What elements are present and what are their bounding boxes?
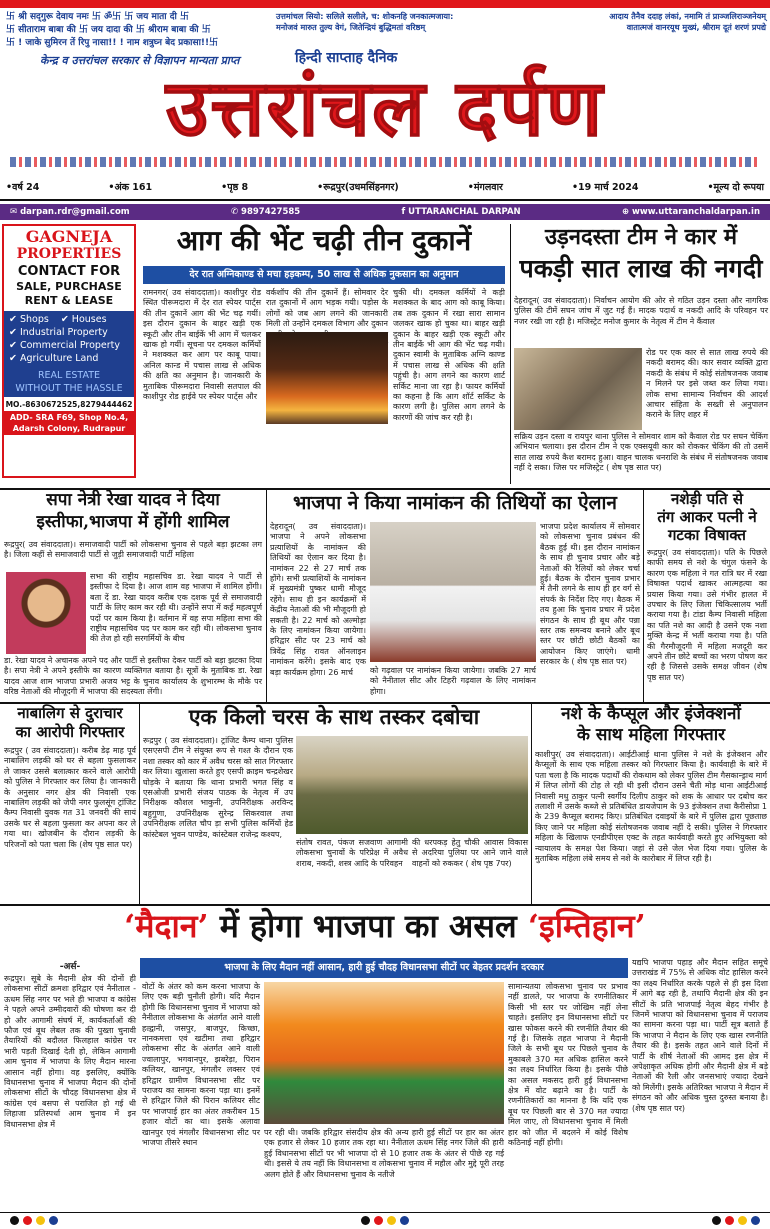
story1-col1: रामनगर( उव संवाददाता)। काशीपुर रोड स्थित पीरूमदारा में देर रात स्पेयर पार्ट्स की तीन दुकानें आग की भेंट चढ़ गयीं। इस दौरान दुकान के बाहर खड़ी एक स्कूटी और तीन बाईकें भी आग में चलकर खाक हो गयीं। सूचना पर दमकल कर्मियों ने मशक्कत कर आग पर काबू पाया। अनिल कान्ड में पचास लाख से अधिक की क्षति का अनुमान है। जानकारी के मुताबिक पीरूमदारा निवासी सतपाल की काशीपुर रोड हाईवे पर स्पेयर पार्ट्स और [143, 288, 261, 402]
story2-headline-2: पकड़ी सात लाख की नगदी [519, 254, 763, 283]
police-arrest-photo [296, 736, 528, 834]
ad-estate-1: REAL ESTATE [37, 370, 101, 381]
ad-estate-2: WITHOUT THE HASSLE [15, 383, 123, 394]
story9-col4: सामान्यतया लोकसभा चुनाव पर प्रभाव नहीं डालते, पर भाजपा के रणनीतिकार किसी भी स्तर पर जोखिम नहीं लेना चाहते। इसलिए इन विधानसभा सीटों पर खास फोकस करने की रणनीति तैयार की गई है। जिसके तहत भाजपा ने मैदानी जिले के सभी बूथ पर पिछले चुनाव के मुकाबले 370 मत अधिक हासिल करने का लक्ष्य निर्धारित किया है। इसके पीछे का असल मकसद हारी हुई विधानसभा क्षेत्र में वोट बढ़ाने का है। पार्टी के रणनीतिकारों का मानना है कि यदि एक बूथ पर पिछली बार से 370 मत ज्यादा मिल जाए, तो विधानसभा चुनाव में मिली हार को जीत में बदलने में कोई विशेष कठिनाई नहीं होगी। [508, 982, 628, 1148]
story6-text: रूद्रपुर ( उव संवाददाता)। करीब डेढ़ माह पूर्व नाबालिग लड़की को घर से बहला फुसलाकर ले जाकर उससे बलात्कार करने वाले आरोपी को पुलिस ने गिरफ्तार कर लिया है। जानकारी के अनुसार नगर क्षेत्र की निवासी एक नाबालिग लड़की को जेपी नगर फुलसूंग ट्रांजिट कैम्प निवासी युवक गत 31 जनवरी की सायं उसके घर से बहला फुसला कर अपना कर ले गया था। खोजबीन के दौरान लड़की के परिजनों को पता चला कि (शेष पृष्ठ सात पर) [4, 746, 136, 849]
story4-col3: भाजपा प्रदेश कार्यालय में सोमवार को लोकसभा चुनाव प्रबंधन की बैठक हुई थी। इस दौरान नामांकन के साथ ही चुनाव प्रचार और बड़े नेताओं की रैलियों को लेकर चर्चा हुई। बैठक के दौरान चुनाव प्रभार में तैनी लगने के साथ ही हर वर्ग से संपर्क के निर्देश दिए गए। बैठक में तय हुआ कि चुनाव प्रचार में प्रदेश संगठन के साथ ही बूथ और पन्ना स्तर तक समन्वय बनाने और बूथ स्तर पर छोटी छोटी बैठकों का आयोजन किए जाएंगे। धामी सरकार के ( शेष पृष्ठ सात पर) [540, 522, 640, 667]
story6-headline-1: नाबालिग से दुराचार [17, 704, 123, 722]
story1-col2: वर्कशॉप की तीन दुकानें हैं। सोमवार देर रात दुकानों में आग भड़क गयी। पड़ोस के लोगों को जब आग लगने की जानकारी मिली तो उन्होंने दमकल विभाग और दुकान [266, 288, 388, 329]
headline-middle: में होगा भाजपा का असल [208, 907, 528, 945]
story2-text-1: देहरादून( उव संवाददाता)। निर्वाचन आयोग की ओर से गठित उड़न दस्ता और नागरिक पुलिस की टीमें सघन जांच में जुट गई हैं। मादक पदार्थ व नकदी आदि के परिवहन पर नजर रखी जा रही है। मजिस्ट्रेट मनोज कुमार के नेतृत्व में टीम ने कैंवाल [514, 296, 768, 326]
ad-title-2: PROPERTIES [16, 246, 122, 262]
sloka-right-line-3: मनोजवं मारुत तुल्य वेगं, जितेन्द्रियं बुद्धिमतां वरिष्ठम् [276, 23, 426, 32]
story3-headline-1: सपा नेत्री रेखा यादव ने दिया [46, 490, 220, 510]
sloka-left-line-2: 卐 सीताराम बाबा की 卐 जय दादा की 卐 श्रीराम बाबा की 卐 [6, 25, 211, 35]
info-rule [0, 199, 770, 201]
page-bottom-border [0, 1212, 770, 1226]
website-text: www.uttaranchaldarpan.in [632, 207, 760, 217]
ad-list [4, 311, 134, 397]
contact-bar [0, 204, 770, 220]
story9-col2: वोटों के अंतर को कम करना भाजपा के लिए एक बड़ी चुनौती होगी। यदि मैदान होगी कि विधानसभा चुनाव में भाजपा को नैनीताल लोकसभा के अंतर्गत आने वाली हल्द्वानी, जसपुर, बाजपुर, किच्छा, नानकमत्ता एवं खटीमा तथा हरिद्वार लोकसभा सीट के अंतर्गत आने वाली ज्वालापुर, भगवानपुर, झबरेड़ा, पिरान कलियर, खानपुर, मंगलौर लक्सर एवं हरिद्वार ग्रामीण विधानसभा सीट पर पराजय का सामना करना पड़ा था। इनमें से हरिद्वार जिले की पिरान कलियर सीट पर भाजपाई हार का अंतर तकरीबन 15 हजार वोटों का था। इसके अलावा खानपुर एवं मंगलौर विधानसभा सीट पर भाजपा तीसरे स्थान [142, 982, 260, 1148]
story9-col3: पर रही थी। जबकि हरिद्वार संसदीय क्षेत्र की अन्य हारी हुई सीटों पर हार का अंतर एक हजार से लेकर 10 हजार तक रहा था। नैनीताल ऊधम सिंह नगर जिले की हारी हुई विधानसभा सीटों पर भी भाजपा दो से 10 हजार तक के अंतर से पीछे रह गई थी। इससे ये तय नहीं कि विधानसभा व लोकसभा चुनाव में महौल और मुद्दे पूरी तरह अलग होते हैं और विधानसभा चुनाव के नतीजे [264, 1128, 504, 1179]
mail-icon: ✉ [10, 207, 21, 217]
bjp-leaders-photo [370, 522, 536, 662]
info-bar [0, 180, 770, 196]
story3-headline-2: इस्तीफा,भाजपा में होंगी शामिल [36, 512, 230, 532]
info-place: •रूद्रपुर(उधमसिंहनगर) [317, 182, 399, 193]
color-registration-marks [8, 1210, 60, 1229]
story1-col2b [266, 430, 388, 484]
sloka-left-line-1: 卐 श्री सद्‌गुरू देवाय नमः 卐 ॐ卐 卐 जय माता दी 卐 [6, 12, 190, 22]
bjp-rally-photo [264, 982, 504, 1124]
info-issue: •अंक 161 [108, 182, 153, 193]
phone-text: 9897427585 [241, 207, 301, 217]
fire-photo [266, 332, 388, 424]
story7-col2: संतोष रावत, पंकज सजवाण आगामी लोकसभा चुनावों के परिप्रेक्ष में अवैध शराब, नकदी, शस्त्र आदि के परिवहन [296, 838, 408, 868]
story5-text: रूद्रपुर( उव संवाददाता)। पति के पिछले काफी समय से नशे के चंगुल फंसने के कारण एक महिला ने गत रात्रि घर में रखा विषाक्त पदार्थ खाकर आत्महत्या का प्रयास किया गया। उसे गंभीर हालत में उपचार के लिए जिला चिकित्सालय भर्ती कराया गया है। टांडा कैम्प निवासी महिला का पति नशे का आदी है उसने एक नशा मुक्ति केन्द्र में भर्ती कराया गया है। पति की गैरमौजूदगी में महिला मजदूरी कर अपने तीन छोटे बच्चों का भरण पोषण कर रही है जिससे उसके समक्ष जीवन (शेष पृष्ठ सात पर) [647, 548, 767, 682]
story4-col1: देहरादून( उव संवाददाता)। भाजपा ने अपने लोकसभा प्रत्याशियों के नामांकन की तिथियों का ऐलान कर दिया है। नामांकन 22 से 27 मार्च तक होंगे। सभी प्रत्याशियों के नामांकन में मुख्यमंत्री पुष्कर धामी मौजूद रहेंगे। साथ ही इन कार्यक्रमों में केंद्रीय नेताओं की भी मौजूदगी हो सकती है। 22 मार्च को अल्मोड़ा के लिए नामांकन किया जायेगा। हरिद्वार सीट पर 23 मार्च को त्रिवेंद्र सिंह रावत ऑनलाइन नामांकन करेंगे। इसके बाद एक बड़ा कार्यक्रम होगा। 26 मार्च [270, 522, 366, 677]
facebook-icon: f [401, 207, 409, 217]
col-divider [266, 490, 267, 702]
ad-item: ✔ Shops [9, 314, 49, 325]
story8-headline-2: के साथ महिला गिरफ्तार [576, 725, 726, 745]
story5-headline-3: गटका विषाक्त [667, 526, 746, 544]
info-day: •मंगलवार [467, 182, 503, 193]
col-divider [510, 224, 511, 484]
col-divider [139, 704, 140, 904]
story3-text-3: डा. रेखा यादव ने अचानक अपने पद और पार्टी से इस्तीफा देकर पार्टी को बड़ा झटका दिया है। सपा नेत्री ने अपने इस्तीफे का कारण व्यक्तिगत बताया है। सूत्रों के मुताबिक डा. रेखा यादव आज शाम भाजपा प्रभारी अजय भट्ट के चुनाव कार्यालय के शुभारम्भ के मौके पर वरिष्ठ नेताओं की मौजूदगी में भाजपा की सदस्यता लेंगी। [4, 656, 262, 697]
story4-col2: को गढ़वाल पर नामांकन किया जायेगा। जबकि 27 मार्च को नैनीताल सीट और टिहरी गढ़वाल के लिए नामांकन होगा। [370, 666, 536, 696]
masthead-title: उत्तरांचल दर्पण [165, 63, 605, 154]
cash-photo [514, 348, 642, 430]
headline-quote-imtihan: ‘इम्तिहान’ [527, 907, 646, 945]
story1-col3: चुकी थी। दमकल कर्मियों ने कड़ी मशक्कत के बाद आग को काबू किया। तब तक दुकान में रखा सारा सामान जलकर खाक हो चुका था। बाहर खड़ी दुकान के बाहर खड़ी एक स्कूटी और तीन बाईकें भी आग की भेंट चढ़ गयी। दुकान स्वामी के मुताबिक अग्नि काण्ड में पचास लाख से अधिक की क्षति पहुंची है। आग लगने का कारण शार्ट सर्किट माना जा रहा है। फायर कर्मियों का कहना है कि आग शॉर्ट सर्किट के कारण लगी है। पुलिस आग लगने के कारणों की जांच कर रही है। [393, 288, 505, 422]
story1-headline: आग की भेंट चढ़ी तीन दुकानें [176, 224, 472, 257]
masthead-ornament [10, 157, 760, 167]
ad-line-1: SALE, PURCHASE [16, 280, 122, 293]
ad-item: ✔ Industrial Property [9, 327, 108, 338]
story5-headline-2: तंग आकर पत्नी ने [657, 508, 757, 526]
story9-headline [0, 907, 770, 945]
ad-item: ✔ Agriculture Land [9, 353, 99, 364]
sloka-right-line-4: वातात्मजं वानरयूथ मुख्यं, श्रीराम दूतं शरणं प्रपद्ये [626, 23, 766, 32]
email-contact[interactable] [10, 207, 130, 217]
ad-line-2: RENT & LEASE [24, 294, 114, 307]
color-registration-marks [359, 1210, 411, 1229]
info-date: •19 मार्च 2024 [571, 182, 639, 193]
ad-item: ✔ Houses [60, 314, 107, 325]
sloka-left [6, 11, 266, 50]
ad-mobile: MO.-8630672525,8279444462 [5, 400, 133, 409]
story9-byline: -अर्स- [59, 962, 81, 972]
globe-icon: ⊕ [621, 207, 633, 217]
story1-subhead: देर रात अग्निकाण्ड से मचा हड़कम्प, 50 लाख से अधिक नुकसान का अनुमान [143, 266, 505, 284]
email-text: darpan.rdr@gmail.com [20, 207, 130, 217]
sloka-right [276, 11, 766, 33]
ad-address-2: Adarsh Colony, Rudrapur [12, 424, 126, 433]
info-pages: •पृष्ठ 8 [221, 182, 249, 193]
ad-address [4, 411, 134, 435]
tagline-left: केन्द्र व उत्तरांचल सरकार से विज्ञापन मान्यता प्राप्त [40, 54, 240, 67]
ad-address-1: ADD- SRA F69, Shop No.4, [9, 413, 129, 422]
story8-headline-1: नशे के कैप्सूल और इंजेक्शनों [561, 704, 741, 724]
story9-col5: यद्यपि भाजपा पहाड़ और मैदान सहित समूचे उत्तराखंड में 75% से अधिक वोट हासिल करने का लक्ष्य निर्धारित करके पहले से ही इस दिशा में आगे बढ़ रही है, तथापि मैदानी क्षेत्र की इन सीटों के प्रति भाजपाई नेतृत्व बेहद गंभीर है जिनमें भाजपा को विधानसभा चुनाव में पराजय का सामना करना पड़ा था। पार्टी सूत्र बताते हैं कि भाजपा ने मैदान के लिए एक खास रणनीति तैयार की है। इसके तहत आने वाले दिनों में पार्टी के शीर्ष नेताओं की आमद इस क्षेत्र में अपेक्षाकृत अधिक होगी और मैदानी क्षेत्र में बड़े नेताओं की रैली और जनसभाएं ज्यादा देखने को मिलेंगी। इसके अतिरिक्त भाजपा ने मैदान में संगठन को और अधिक चुस्त दुरुस्त बनाया है। (शेष पृष्ठ सात पर) [632, 958, 768, 1113]
ad-title-1: GAGNEJA [25, 227, 113, 246]
row-divider [0, 904, 770, 906]
story9-col1: रूद्रपुर। सूबे के मैदानी क्षेत्र की दोनों ही लोकसभा सीटों क्रमशः हरिद्वार एवं नैनीताल - ऊधम सिंह नगर पर भले ही भाजपा व कांग्रेस ने पहले अपने उम्मीदवारों की घोषणा कर दी हो और आगामी संघर्ष में, कार्यकर्ताओं की फौज एवं बूथ लेबल तक की पुख्ता चुनावी तैयारियों की बदौलत फिलहाल कांग्रेस पर भारी पड़ती दिखाई देती हो, लेकिन आगामी आम चुनाव में भाजपा के लिए मैदान मारना आसान नहीं होगा। वह इसलिए, क्योंकि विधानसभा चुनाव में भाजपा मैदान की दोनों लोकसभा सीटों के चौदह विधानसभा क्षेत्र में कांग्रेस एवं बसपा से पराजित हो गई थी लिहाजा प्रतिस्पर्धा आम चुनाव में इन विधानसभा क्षेत्र में [4, 974, 136, 1129]
website-contact[interactable] [622, 207, 760, 217]
sloka-left-line-3: 卐 ! जाके सुमिरन तें रिपु नासा!! ! नाम शत्रुघ्न बेद प्रकासा!!卐 [6, 38, 219, 48]
story2-text-2: रोड पर एक कार से सात लाख रुपये की नकदी बरामद की। कार सवार व्यक्ति द्वारा नकदी के संबंध में कोई संतोषजनक जवाब न मिलने पर इसे जब्त कर लिया गया। लोक सभा सामान्य निर्वाचन की आदर्श आचार संहिता के सख्ती से अनुपालन कराने के लिए शहर में [646, 348, 768, 420]
story2-text-3: सक्रिय उड़न दस्ता व रायपुर थाना पुलिस ने सोमवार शाम को कैवाल रोड पर सघन चेकिंग अभियान चलाया। इस दौरान टीम ने एक एक्सयूवी कार को रोककर चेकिंग की तो उसमें सात लाख रुपये कैश बरामद हुआ। वाहन चालक धनराशि के संबंध में संतोषजनक जवाब नहीं दे सका। जिस पर मजिस्ट्रेट ( शेष पृष्ठ सात पर) [514, 432, 768, 473]
story4-headline: भाजपा ने किया नामांकन की तिथियों का ऐलान [293, 492, 617, 514]
whatsapp-icon: ✆ [230, 207, 242, 217]
ad-item: ✔ Commercial Property [9, 340, 121, 351]
headline-quote-maidan: ‘मैदान’ [124, 907, 209, 945]
story5-headline-1: नशेड़ी पति से [671, 490, 743, 508]
property-ad [2, 224, 136, 478]
story3-text-1: रूद्रपुर( उव संवाददाता)। समाजवादी पार्टी को लोकसभा चुनाव से पहले बड़ा झटका लग है। जिला कहीं से समाजवादी पार्टी से जुड़ी समाजवादी पार्टी महिला [4, 540, 262, 560]
ad-contact: CONTACT FOR [17, 264, 121, 279]
story3-text-2: सभा की राष्ट्रीय महासचिव डा. रेखा यादव ने पार्टी से इस्तीफा दे दिया है। आज शाम वह भाजपा में शामिल होंगी। बता दें डा. रेखा यादव करीब एक दशक पूर्व से समाजवादी पार्टी के लिए काम कर रही थी। उन्होंने सपा में कई महत्वपूर्ण पदों पर काम किया है। वर्तमान में वह सपा महिला सभा की राष्ट्रीय महासचिव पद पर काम कर रही थी। लोकसभा चुनाव की तेज हो रही सरगर्मियों के बीच [90, 572, 262, 644]
tagline-right: हिन्दी साप्ताह दैनिक [295, 50, 398, 66]
facebook-contact[interactable] [402, 207, 521, 217]
info-price: •मूल्य दो रूपया [707, 182, 764, 193]
info-year: •वर्ष 24 [6, 182, 40, 193]
sloka-right-line-1: उत्तमांचल सियो: सलिले सलीले, च: शोकनहि जनकात्मजाया: [276, 12, 454, 21]
story2-headline-1: उड़नदस्ता टीम ने कार में [544, 224, 738, 250]
col-divider [531, 704, 532, 904]
story7-col1: रूद्रपुर ( उव संवाददाता)। ट्रांजिट कैम्प थाना पुलिस एसएसपी टीम ने संयुक्त रूप से गश्त के दौरान एक नशा तस्कर को कार में अवैध चरस को सात गिरफ्तार कर लिया। खुलासा करते हुए एसपी क्राइम चन्द्रशेखर घोड़के ने बताया कि थाना प्रभारी भगत सिंह व एसओजी प्रभारी संजय पाठक के नेतृत्व में उप निरीक्षक कौशल भाकुनी, उपनिरीक्षक अरविन्द बहुगुणा, उपनिरीक्षक सुरेन्द्र सिकरवाल तथा उपनिरीक्षक ललित चौप ड़ा सभी पुलिस कर्मियों हेड कांस्टेबल भुवन पाण्डेय, कांस्टेबल राजेन्द्र कश्यप, [143, 736, 293, 839]
page-top-border [0, 0, 770, 8]
facebook-text: UTTARANCHAL DARPAN [408, 207, 521, 217]
story8-text: काशीपुर( उव संवाददाता)। आईटीआई थाना पुलिस ने नशे के इंजेक्शन और कैप्सूलों के साथ एक महिला तस्कर को गिरफ्तार किया है। कार्यवाही के बारे में पता चला है कि मादक पदार्थों की रोकथाम को लेकर पुलिस टीम गैसकान्ड्राथ मार्ग में लिप्त लोगों की टोह ले रही थी इसी दौरान उसने चैती मोड़ थाना आईटीआई निवासी मधु ठाकुर पत्नी स्वर्गीय दिलीप ठाकुर को शक के आधार पर दबोच कर तलाशी में उसके कब्जे से प्रतिबंधित डायजेपाम के 93 इंजेक्शन तथा कैरीसोप्रा 1 के 239 कैप्सूल बरामद किए। प्रतिबंधित दवाइयों के बारे में पुलिस द्वारा पूछताछ किए जाने पर महिला कोई संतोषजनक जवाब नहीं दे सकी। पुलिस ने गिरफ्तार महिला के खिलाफ एनडीपीएस एक्ट के तहत कार्यवाही करते हुए अभियुक्ता को न्यायालय के समक्ष पेश किया। जहां से उसे जेल भेज दिया गया। पुलिस के मुताबिक महिला लंबे समय से नशे के कारोबार में लिप्त रही है। [535, 750, 767, 864]
story6-headline-2: का आरोपी गिरफ्तार [15, 723, 125, 741]
story7-col3: की धरपकड़ हेतु चौकी आवास विकास से अदरिया पुलिया पर आने जाने वाले वाहनों को रुककर ( शेष पृष्ठ 7पर) [412, 838, 528, 868]
rekha-yadav-photo [6, 572, 86, 654]
col-divider [643, 490, 644, 702]
sloka-right-line-2: आदाय तैनैव ददाह लंकां, नमामि तं प्राञ्जलिराञ्जनेयम् [609, 12, 766, 21]
story9-subhead: भाजपा के लिए मैदान नहीं आसान, हारी हुई चौदह विधानसभा सीटों पर बेहतर प्रदर्शन दरकार [140, 958, 628, 978]
color-registration-marks [710, 1210, 762, 1229]
story7-headline: एक किलो चरस के साथ तस्कर दबोचा [188, 704, 480, 729]
phone-contact[interactable] [231, 207, 300, 217]
